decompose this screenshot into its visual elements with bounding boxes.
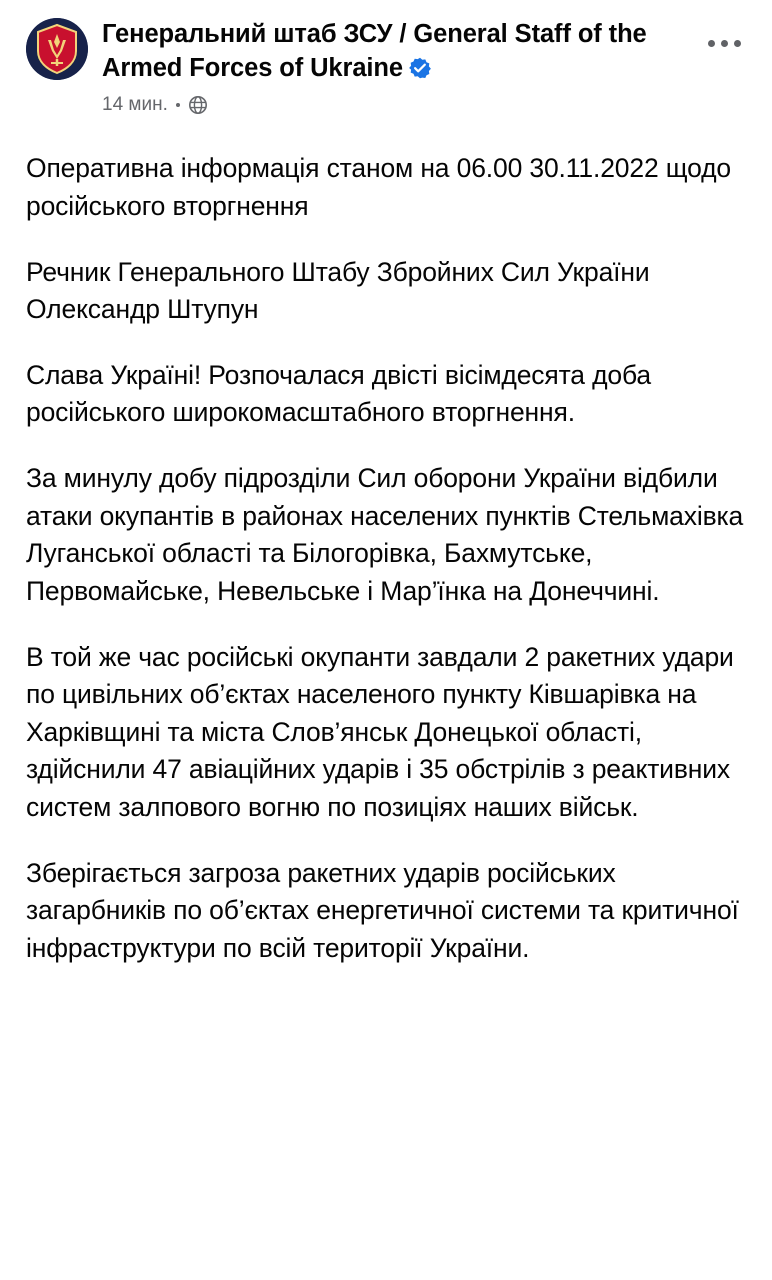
post-timestamp[interactable]: 14 мин. xyxy=(102,94,168,116)
post-paragraph: Речник Генерального Штабу Збройних Сил України Олександр Штупун xyxy=(26,256,657,325)
post-paragraph: Слава Україні! Розпочалася двісті вісімдесята доба російського широкомасштабного вторгнення. xyxy=(26,359,659,428)
more-dot-3 xyxy=(734,40,741,47)
post-paragraph: За минулу добу підрозділи Сил оборони України відбили атаки окупантів в районах населених пунктів Стельмахівка Луганської області та Білогорівка, Бахмутське, Первомайське, Невельське і Мар’їнка на Донеччині. xyxy=(26,463,751,606)
post-header xyxy=(26,18,746,116)
globe-icon[interactable] xyxy=(188,95,208,115)
post-author-block xyxy=(102,18,746,116)
post-text xyxy=(26,150,751,967)
more-options-icon[interactable] xyxy=(702,26,746,60)
meta-separator-dot xyxy=(176,103,180,107)
post-paragraph: Зберігається загроза ракетних ударів російських загарбників по об’єктах енергетичної системи та критичної інфраструктури по всій території України. xyxy=(26,857,746,963)
post-paragraph: В той же час російські окупанти завдали 2 ракетних удари по цивільних об’єктах населеного пункту Ківшарівка на Харківщині та міста Слов’янськ Донецької області, здійснили 47 авіаційних ударів і 35 обстрілів з реактивних систем залпового вогню по позиціях наших військ. xyxy=(26,641,741,823)
avatar[interactable] xyxy=(26,18,88,80)
post-paragraph: Оперативна інформація станом на 06.00 30.11.2022 щодо російського вторгнення xyxy=(26,153,739,221)
more-dot-2 xyxy=(721,40,728,47)
more-dot-1 xyxy=(708,40,715,47)
page-name-line-1: Генеральний штаб ЗСУ / General xyxy=(102,20,508,48)
page-name-line-2: Staff of the Armed Forces of Ukraine xyxy=(102,20,647,82)
post-meta xyxy=(102,94,692,116)
verified-badge-icon xyxy=(409,57,431,79)
page-name[interactable] xyxy=(102,18,692,85)
